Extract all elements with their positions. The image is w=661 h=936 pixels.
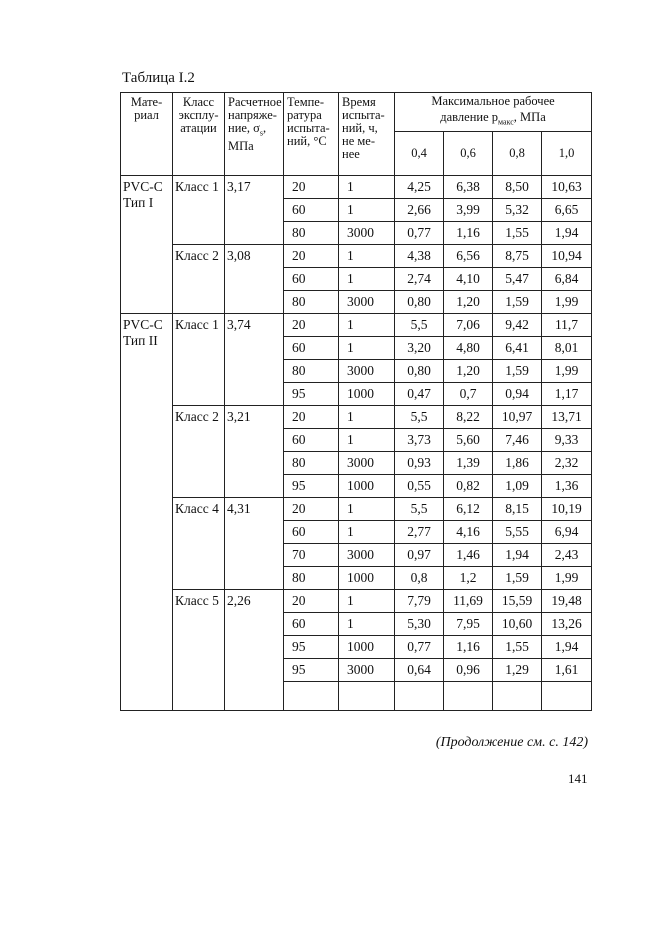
pressure-cell: 0,64 [395,658,444,681]
pressure-cell: 1,99 [542,359,592,382]
pressure-cell: 1,39 [444,451,493,474]
pressure-cell: 19,48 [542,589,592,612]
time-cell: 3000 [339,543,395,566]
pressure-cell: 10,94 [542,244,592,267]
pressure-cell: 0,96 [444,658,493,681]
header-pressure-0-4: 0,4 [395,131,444,175]
time-cell: 3000 [339,290,395,313]
pressure-cell: 5,5 [395,405,444,428]
header-pressure-1-0: 1,0 [542,131,592,175]
table-body [121,175,592,710]
temperature-cell: 80 [284,451,339,474]
pressure-cell: 15,59 [493,589,542,612]
time-cell: 1 [339,313,395,336]
time-cell: 3000 [339,359,395,382]
continuation-note: (Продолжение см. с. 142) [435,735,588,750]
time-cell: 3000 [339,658,395,681]
pressure-cell: 0,77 [395,635,444,658]
pressure-cell: 1,36 [542,474,592,497]
pressure-cell: 0,94 [493,382,542,405]
pressure-cell: 3,73 [395,428,444,451]
material-cell: PVC-C Тип I [121,175,173,313]
stress-cell: 3,08 [225,244,284,313]
pressure-cell: 1,99 [542,566,592,589]
temperature-cell: 60 [284,336,339,359]
pressure-cell: 11,69 [444,589,493,612]
time-cell: 1 [339,267,395,290]
time-cell: 1 [339,589,395,612]
material-cell: PVC-C Тип II [121,313,173,710]
temperature-cell: 20 [284,313,339,336]
pressure-cell: 5,32 [493,198,542,221]
time-cell: 1000 [339,635,395,658]
pressure-cell: 0,80 [395,359,444,382]
pressure-cell: 8,15 [493,497,542,520]
pressure-cell: 13,71 [542,405,592,428]
empty-cell [444,681,493,710]
time-cell: 1 [339,405,395,428]
pressure-cell: 1,55 [493,221,542,244]
pressure-cell: 5,55 [493,520,542,543]
pressure-cell: 10,97 [493,405,542,428]
temperature-cell: 60 [284,520,339,543]
pressure-cell: 6,41 [493,336,542,359]
temperature-cell: 20 [284,175,339,198]
temperature-cell: 95 [284,658,339,681]
time-cell: 1000 [339,382,395,405]
time-cell: 3000 [339,221,395,244]
temperature-cell: 60 [284,428,339,451]
pressure-cell: 1,94 [493,543,542,566]
time-cell: 1 [339,336,395,359]
header-pressure-0-6: 0,6 [444,131,493,175]
pressure-cell: 2,77 [395,520,444,543]
pressure-cell: 0,77 [395,221,444,244]
pressure-cell: 6,12 [444,497,493,520]
pressure-cell: 7,79 [395,589,444,612]
pressure-cell: 4,16 [444,520,493,543]
temperature-cell: 60 [284,267,339,290]
pressure-cell: 0,8 [395,566,444,589]
pressure-cell: 1,94 [542,221,592,244]
pressure-cell: 13,26 [542,612,592,635]
data-table [120,92,592,711]
pressure-cell: 1,59 [493,290,542,313]
pressure-cell: 0,82 [444,474,493,497]
pressure-cell: 1,46 [444,543,493,566]
pressure-cell: 0,80 [395,290,444,313]
pressure-cell: 2,74 [395,267,444,290]
pressure-cell: 1,17 [542,382,592,405]
temperature-cell: 95 [284,474,339,497]
empty-cell [395,681,444,710]
pressure-cell: 9,42 [493,313,542,336]
header-pressure-0-8: 0,8 [493,131,542,175]
pressure-cell: 5,5 [395,497,444,520]
pressure-cell: 1,99 [542,290,592,313]
pressure-cell: 2,32 [542,451,592,474]
pressure-cell: 0,7 [444,382,493,405]
time-cell: 3000 [339,451,395,474]
time-cell: 1 [339,520,395,543]
pressure-cell: 1,16 [444,635,493,658]
pressure-cell: 11,7 [542,313,592,336]
table-row [121,497,592,520]
class-cell: Класс 1 [173,313,225,405]
pressure-cell: 6,84 [542,267,592,290]
class-cell: Класс 2 [173,405,225,497]
pressure-cell: 8,01 [542,336,592,359]
class-cell: Класс 4 [173,497,225,589]
temperature-cell: 80 [284,290,339,313]
table-row [121,313,592,336]
temperature-cell: 95 [284,382,339,405]
page-number: 141 [568,771,588,786]
time-cell: 1 [339,244,395,267]
pressure-cell: 4,25 [395,175,444,198]
stress-cell: 3,74 [225,313,284,405]
pressure-cell: 1,16 [444,221,493,244]
pressure-cell: 3,99 [444,198,493,221]
pressure-cell: 4,38 [395,244,444,267]
time-cell: 1 [339,428,395,451]
pressure-cell: 7,46 [493,428,542,451]
temperature-cell: 80 [284,359,339,382]
pressure-cell: 0,97 [395,543,444,566]
time-cell: 1 [339,497,395,520]
table-row [121,405,592,428]
temperature-cell: 80 [284,221,339,244]
pressure-cell: 7,95 [444,612,493,635]
pressure-cell: 8,22 [444,405,493,428]
header-temperature: Темпе- ратура испыта- ний, °С [284,93,339,176]
pressure-cell: 3,20 [395,336,444,359]
time-cell: 1 [339,175,395,198]
pressure-cell: 5,60 [444,428,493,451]
table-row [121,589,592,612]
pressure-cell: 1,94 [542,635,592,658]
time-cell: 1000 [339,566,395,589]
pressure-cell: 10,60 [493,612,542,635]
pressure-cell: 9,33 [542,428,592,451]
pressure-cell: 10,63 [542,175,592,198]
pressure-cell: 6,65 [542,198,592,221]
stress-cell: 3,17 [225,175,284,244]
table-row [121,244,592,267]
pressure-cell: 1,55 [493,635,542,658]
pressure-cell: 1,20 [444,359,493,382]
pressure-cell: 6,56 [444,244,493,267]
time-cell: 1000 [339,474,395,497]
header-material: Мате- риал [121,93,173,176]
pressure-cell: 8,75 [493,244,542,267]
stress-cell: 4,31 [225,497,284,589]
temperature-cell: 60 [284,612,339,635]
pressure-cell: 1,61 [542,658,592,681]
pressure-cell: 5,47 [493,267,542,290]
header-class: Класс эксплу- атации [173,93,225,176]
time-cell: 1 [339,198,395,221]
pressure-cell: 4,10 [444,267,493,290]
empty-cell [542,681,592,710]
class-cell: Класс 2 [173,244,225,313]
pressure-cell: 7,06 [444,313,493,336]
pressure-cell: 1,09 [493,474,542,497]
pressure-cell: 0,47 [395,382,444,405]
class-cell: Класс 1 [173,175,225,244]
temperature-cell: 20 [284,497,339,520]
time-cell: 1 [339,612,395,635]
pressure-cell: 6,38 [444,175,493,198]
pressure-cell: 10,19 [542,497,592,520]
temperature-cell: 20 [284,405,339,428]
temperature-cell: 20 [284,589,339,612]
table-row [121,175,592,198]
stress-cell: 2,26 [225,589,284,710]
stress-cell: 3,21 [225,405,284,497]
pressure-cell: 1,2 [444,566,493,589]
pressure-cell: 5,5 [395,313,444,336]
temperature-cell: 60 [284,198,339,221]
table-caption: Таблица I.2 [122,70,195,86]
temperature-cell: 20 [284,244,339,267]
pressure-cell: 2,43 [542,543,592,566]
header-time: Время испыта- ний, ч, не ме- нее [339,93,395,176]
header-pressure: Максимальное рабочее давление $p_{макс}$, МПа [395,93,592,132]
pressure-cell: 1,59 [493,566,542,589]
header-stress: Расчетное напряже- ние, $\sigma_s$, МПа [225,93,284,176]
pressure-cell: 6,94 [542,520,592,543]
empty-cell [284,681,339,710]
pressure-cell: 1,86 [493,451,542,474]
pressure-cell: 1,29 [493,658,542,681]
class-cell: Класс 5 [173,589,225,710]
pressure-cell: 1,20 [444,290,493,313]
pressure-cell: 1,59 [493,359,542,382]
empty-cell [493,681,542,710]
temperature-cell: 80 [284,566,339,589]
temperature-cell: 95 [284,635,339,658]
temperature-cell: 70 [284,543,339,566]
pressure-cell: 0,93 [395,451,444,474]
pressure-cell: 2,66 [395,198,444,221]
pressure-cell: 4,80 [444,336,493,359]
pressure-cell: 5,30 [395,612,444,635]
pressure-cell: 8,50 [493,175,542,198]
pressure-cell: 0,55 [395,474,444,497]
empty-cell [339,681,395,710]
